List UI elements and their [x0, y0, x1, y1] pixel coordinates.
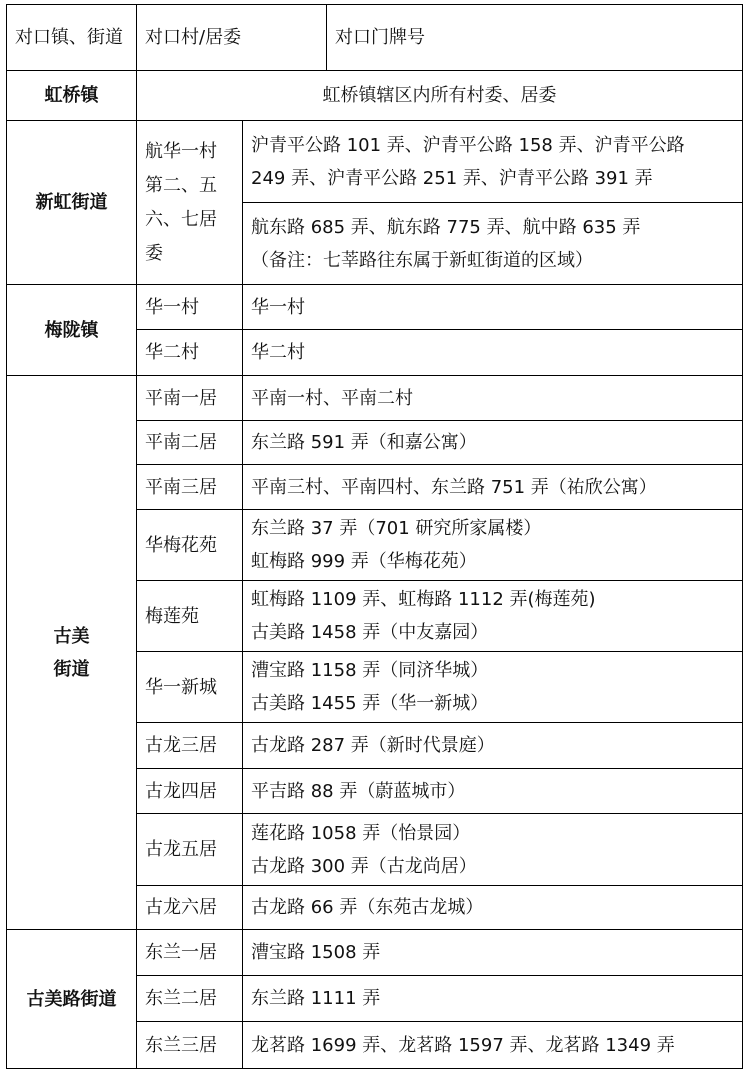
address-cell: 东兰路 1111 弄	[243, 976, 743, 1022]
address-cell	[243, 121, 743, 203]
address-line: 平吉路 88 弄（蔚蓝城市）	[251, 780, 466, 802]
address-cell	[243, 769, 743, 814]
committee-cell: 古龙四居	[137, 769, 243, 814]
address-line: 平南三村、平南四村、东兰路 751 弄（祐欣公寓）	[251, 476, 657, 498]
address-cell	[243, 723, 743, 769]
committee-cell: 东兰三居	[137, 1022, 243, 1069]
address-cell	[243, 421, 743, 465]
town-cell	[7, 376, 137, 930]
town-cell: 古美路街道	[7, 930, 137, 1069]
address-cell	[243, 581, 743, 652]
committee-cell: 华二村	[137, 330, 243, 376]
table-row	[7, 121, 743, 203]
town-cell: 新虹街道	[7, 121, 137, 285]
committee-cell: 华一村	[137, 285, 243, 330]
address-cell	[243, 203, 743, 285]
address-line: 航东路 685 弄、航东路 775 弄、航中路 635 弄	[251, 216, 641, 238]
table-row	[7, 285, 743, 330]
address-line: 虹梅路 1109 弄、虹梅路 1112 弄(梅莲苑)	[251, 589, 596, 610]
address-line: 平南一村、平南二村	[251, 387, 413, 409]
jurisdiction-table	[6, 4, 743, 1069]
address-cell: 虹桥镇辖区内所有村委、居委	[137, 71, 743, 121]
address-cell	[243, 465, 743, 510]
address-line: 沪青平公路 101 弄、沪青平公路 158 弄、沪青平公路	[251, 134, 685, 156]
address-cell	[243, 376, 743, 421]
header-row	[7, 5, 743, 71]
town-line: 街道	[53, 658, 90, 680]
address-line: 东兰路 591 弄（和嘉公寓）	[251, 432, 477, 453]
table-row	[7, 71, 743, 121]
header-town-street: 对口镇、街道	[7, 5, 137, 71]
address-cell: 龙茗路 1699 弄、龙茗路 1597 弄、龙茗路 1349 弄	[243, 1022, 743, 1069]
committee-cell: 平南二居	[137, 421, 243, 465]
address-cell	[243, 814, 743, 886]
header-address: 对口门牌号	[327, 5, 743, 71]
address-line: 莲花路 1058 弄（怡景园）	[251, 822, 471, 844]
town-cell: 梅陇镇	[7, 285, 137, 376]
address-line: 东兰路 37 弄（701 研究所家属楼）	[251, 518, 542, 539]
address-line: 古龙路 66 弄（东苑古龙城）	[251, 897, 484, 918]
address-line: 漕宝路 1158 弄（同济华城）	[251, 660, 489, 681]
town-cell: 虹桥镇	[7, 71, 137, 121]
address-line: 古美路 1455 弄（华一新城）	[251, 693, 489, 714]
address-cell	[243, 886, 743, 930]
address-cell: 漕宝路 1508 弄	[243, 930, 743, 976]
committee-cell: 航华一村第二、五六、七居委	[137, 121, 243, 285]
address-line: 古龙路 287 弄（新时代景庭）	[251, 735, 495, 756]
address-cell	[243, 652, 743, 723]
address-line: 249 弄、沪青平公路 251 弄、沪青平公路 391 弄	[251, 167, 653, 189]
committee-cell: 古龙六居	[137, 886, 243, 930]
committee-cell: 华梅花苑	[137, 510, 243, 581]
committee-cell: 东兰二居	[137, 976, 243, 1022]
town-line: 古美	[53, 625, 90, 647]
address-cell: 华二村	[243, 330, 743, 376]
committee-cell: 东兰一居	[137, 930, 243, 976]
address-cell: 华一村	[243, 285, 743, 330]
header-village-committee: 对口村/居委	[137, 5, 327, 71]
address-line: 古美路 1458 弄（中友嘉园）	[251, 622, 489, 643]
address-line: 古龙路 300 弄（古龙尚居）	[251, 855, 477, 877]
committee-cell: 梅莲苑	[137, 581, 243, 652]
address-line: 虹梅路 999 弄（华梅花苑）	[251, 551, 477, 572]
committee-cell: 平南三居	[137, 465, 243, 510]
committee-cell: 华一新城	[137, 652, 243, 723]
committee-cell: 古龙五居	[137, 814, 243, 886]
address-line: （备注：七莘路往东属于新虹街道的区域）	[251, 249, 593, 271]
table-row	[7, 930, 743, 976]
committee-cell: 平南一居	[137, 376, 243, 421]
table-row	[7, 376, 743, 421]
address-cell	[243, 510, 743, 581]
committee-cell: 古龙三居	[137, 723, 243, 769]
